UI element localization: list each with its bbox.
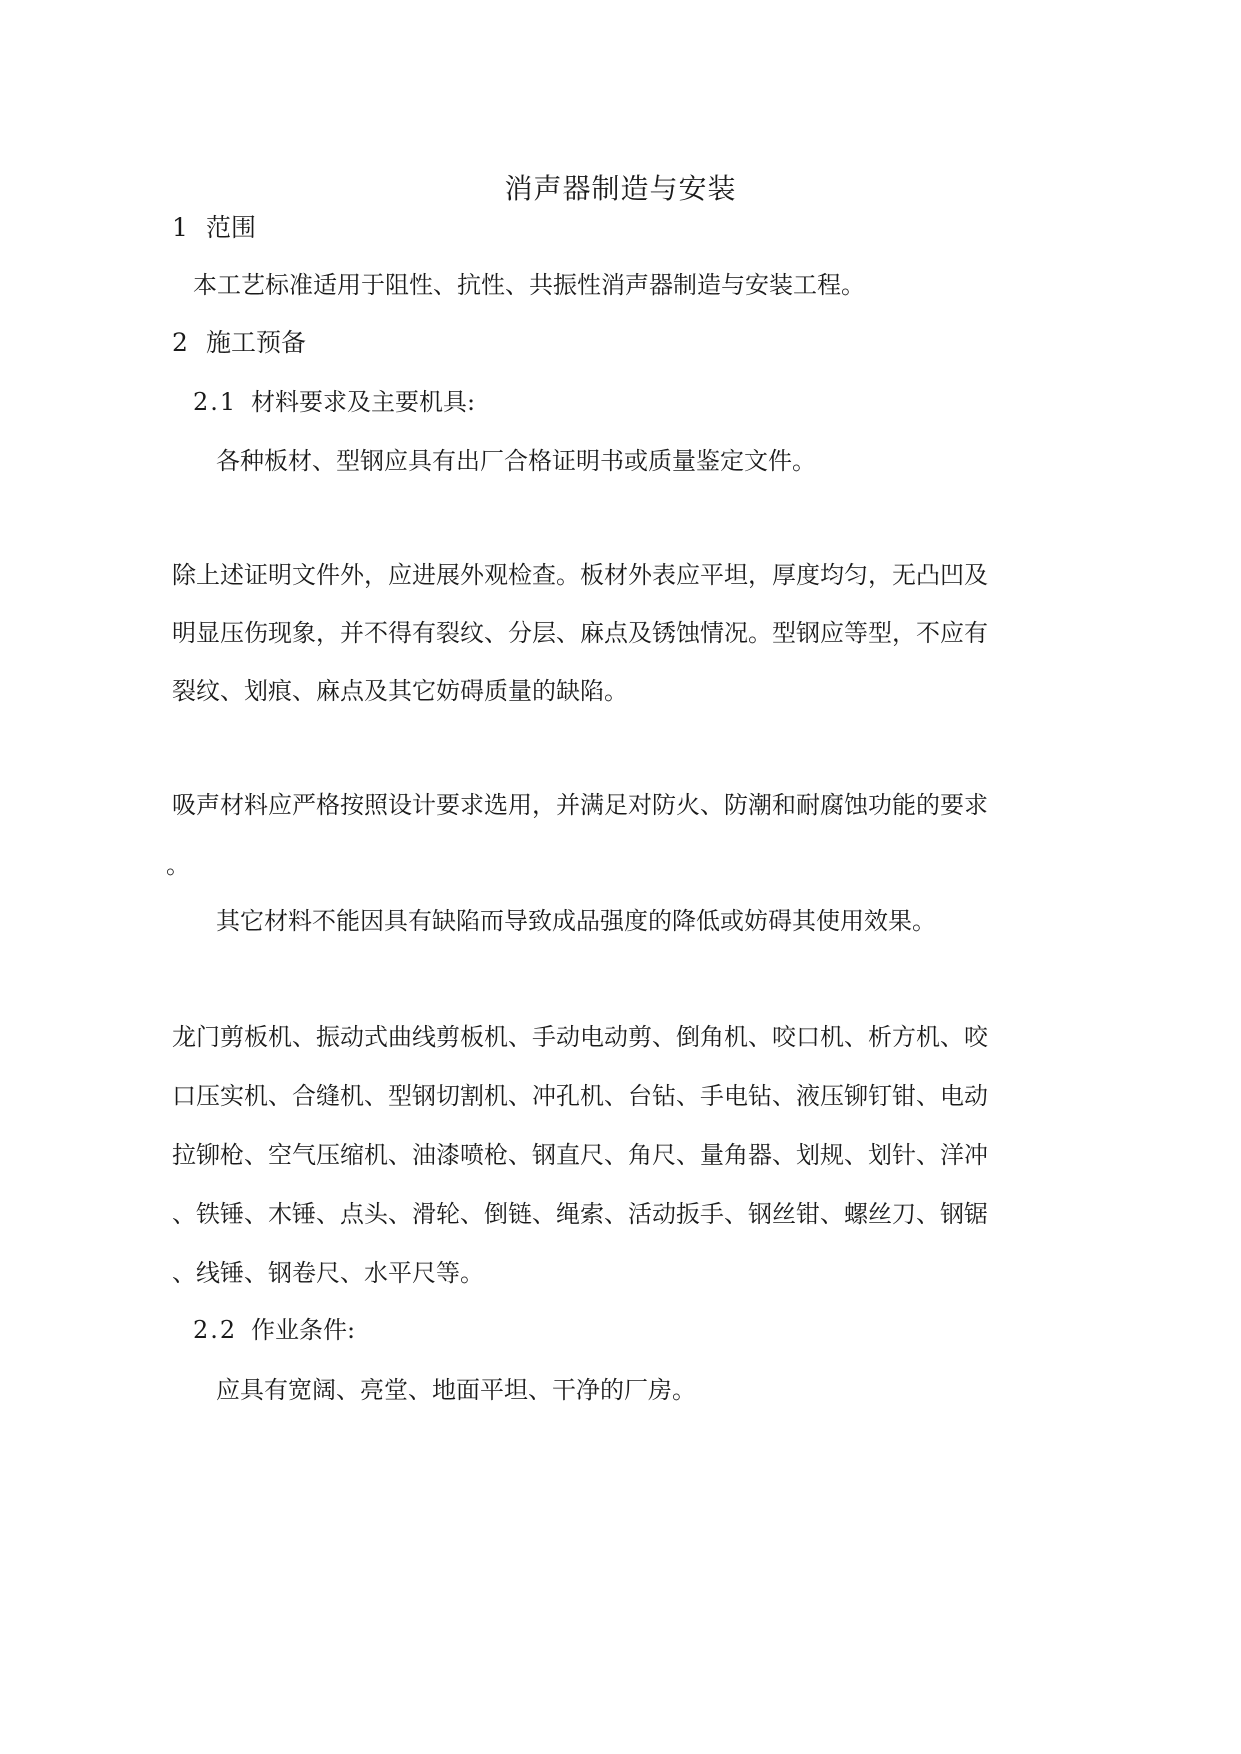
section-1-title: 范围 — [206, 213, 257, 242]
section-2-number: 2 — [172, 328, 188, 357]
section-2-1-title: 材料要求及主要机具: — [251, 388, 476, 416]
section-2-1-number: 2.1 — [193, 388, 238, 416]
paragraph-inspection-line-2: 明显压伤现象，并不得有裂纹、分层、麻点及锈蚀情况。型钢应等型，不应有 — [172, 619, 988, 647]
paragraph-tools-line-2: 口压实机、合缝机、型钢切割机、冲孔机、台钻、手电钻、液压铆钉钳、电动 — [172, 1082, 988, 1110]
section-2-2-number: 2.2 — [193, 1316, 238, 1344]
section-2-2-heading — [193, 1315, 355, 1345]
paragraph-inspection-line-1: 除上述证明文件外，应进展外观检查。板材外表应平坦，厚度均匀，无凸凹及 — [172, 561, 988, 589]
section-2-heading — [172, 328, 306, 358]
section-2-title: 施工预备 — [206, 328, 307, 357]
section-2-2-title: 作业条件: — [251, 1316, 356, 1344]
section-1-text: 本工艺标准适用于阻性、抗性、共振性消声器制造与安装工程。 — [193, 271, 865, 299]
paragraph-certificate: 各种板材、型钢应具有出厂合格证明书或质量鉴定文件。 — [216, 447, 816, 475]
paragraph-inspection-line-3: 裂纹、划痕、麻点及其它妨碍质量的缺陷。 — [172, 677, 628, 705]
paragraph-tools-line-1: 龙门剪板机、振动式曲线剪板机、手动电动剪、倒角机、咬口机、析方机、咬 — [172, 1023, 988, 1051]
document-title: 消声器制造与安装 — [504, 172, 737, 205]
paragraph-absorbent-line-1: 吸声材料应严格按照设计要求选用，并满足对防火、防潮和耐腐蚀功能的要求 — [172, 791, 988, 819]
paragraph-tools-line-5: 、线锤、钢卷尺、水平尺等。 — [172, 1259, 484, 1287]
paragraph-workshop: 应具有宽阔、亮堂、地面平坦、干净的厂房。 — [216, 1376, 696, 1404]
section-1-heading — [172, 213, 256, 243]
paragraph-tools-line-4: 、铁锤、木锤、点头、滑轮、倒链、绳索、活动扳手、钢丝钳、螺丝刀、钢锯 — [172, 1200, 988, 1228]
paragraph-tools-line-3: 拉铆枪、空气压缩机、油漆喷枪、钢直尺、角尺、量角器、划规、划针、洋冲 — [172, 1141, 988, 1169]
paragraph-absorbent-line-2: 。 — [166, 851, 190, 879]
paragraph-other-materials: 其它材料不能因具有缺陷而导致成品强度的降低或妨碍其使用效果。 — [216, 907, 936, 935]
section-1-number: 1 — [172, 213, 188, 242]
section-2-1-heading — [193, 387, 475, 417]
